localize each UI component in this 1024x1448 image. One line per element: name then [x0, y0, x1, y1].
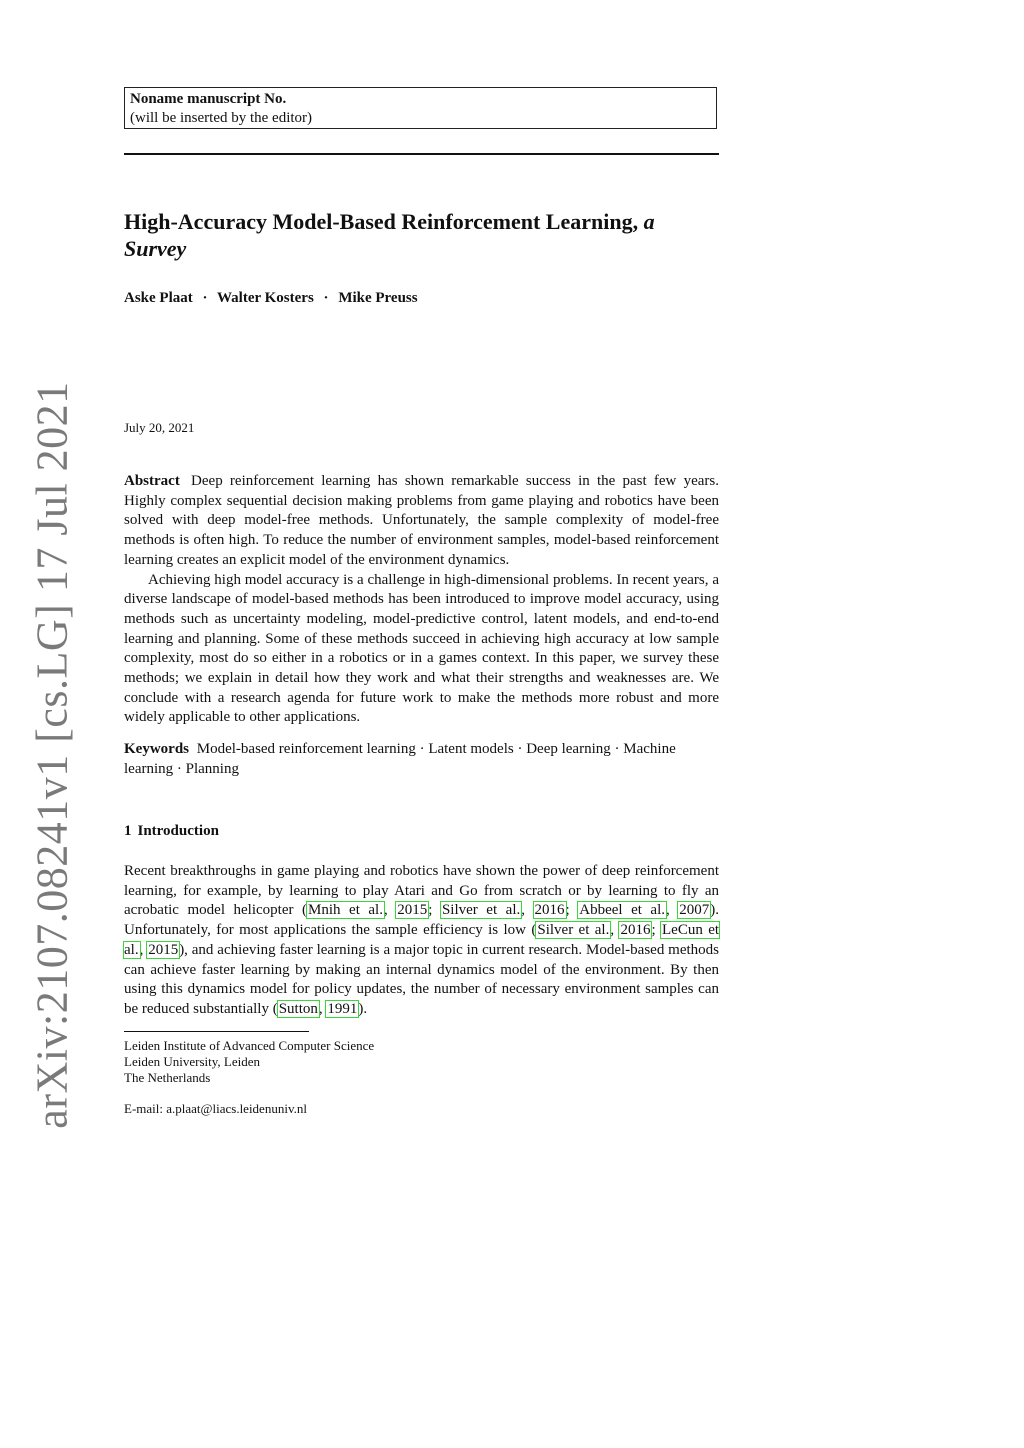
manuscript-number-label: Noname manuscript No. [130, 91, 287, 107]
intro-text: ; [565, 902, 579, 919]
footnote-rule [124, 1031, 309, 1032]
author-name: Mike Preuss [338, 290, 418, 306]
citation-link[interactable]: 2016 [620, 922, 651, 939]
paper-date: July 20, 2021 [124, 420, 195, 435]
author-list [124, 290, 719, 307]
citation-link[interactable]: Silver et al. [537, 922, 610, 939]
intro-text: ). Unfortunately, for most applications the sample efficiency is low ( [124, 902, 720, 939]
abstract-paragraph-2: Achieving high model accuracy is a challenge in high-dimensional problems. In recent years, a diverse landscape of model-based methods has been introduced to improve model accuracy, using methods such as uncertainty modeling, model-predictive control, latent models, and end-to-end learning and planning. Some of these methods succeed in achieving high accuracy at low sample complexity, most do so either in a robotics or in a games context. In this paper, we survey these methods; we explain in detail how they work and what their strengths and weaknesses are. We conclude with a research agenda for future work to make the methods more robust and more widely applicable to other applications. [124, 571, 719, 726]
affiliation-line: The Netherlands [124, 1070, 211, 1085]
intro-text: Recent breakthroughs in game playing and robotics have shown the power of deep reinforcement learning, for example, by learning to play Atari and Go from scratch or by learning to fly an acrobatic model helicopter ( [124, 863, 719, 919]
citation-link[interactable]: 2015 [148, 941, 179, 958]
introduction-body [124, 862, 719, 1020]
citation-link[interactable]: Silver et al. [441, 902, 521, 919]
intro-paragraph [124, 862, 719, 1020]
section-heading [124, 823, 719, 840]
citation-separator: , [521, 902, 534, 919]
citation-separator: , [318, 1000, 327, 1017]
citation-link[interactable]: 2015 [397, 902, 428, 919]
title-italic-a: a [643, 209, 655, 234]
citation-separator: , [610, 922, 620, 939]
abstract-paragraph-1 [124, 472, 719, 571]
author-separator: · [323, 290, 329, 306]
title-main: High-Accuracy Model-Based Reinforcement Learning, [124, 209, 639, 234]
abstract-label: Abstract [124, 473, 180, 489]
intro-text: ), and achieving faster learning is a major topic in current research. Model-based methods can achieve faster learning by making an internal dynamics model of the environment. By then using this dynamics model for policy updates, the number of necessary environment samples can be reduced substantially ( [124, 941, 719, 1017]
arxiv-stamp: arXiv:2107.08241v1 [cs.LG] 17 Jul 2021 [27, 381, 77, 1129]
title-italic-survey: Survey [124, 236, 187, 261]
author-name: Walter Kosters [217, 290, 314, 306]
affiliation-line: Leiden University, Leiden [124, 1054, 260, 1069]
citation-link[interactable]: Abbeel et al. [579, 902, 666, 919]
keywords-text: Model-based reinforcement learning · Latent models · Deep learning · Machine learning · Planning [124, 741, 676, 777]
citation-link[interactable]: 2007 [679, 902, 710, 919]
citation-separator: , [666, 902, 679, 919]
intro-text: ). [358, 1000, 368, 1017]
intro-text: ; [428, 902, 441, 919]
affiliation [124, 1038, 719, 1086]
affiliation-line: Leiden Institute of Advanced Computer Science [124, 1038, 375, 1053]
editor-note: (will be inserted by the editor) [130, 110, 313, 126]
keywords [124, 740, 719, 779]
author-separator: · [202, 290, 208, 306]
paper-title [124, 208, 719, 262]
citation-link[interactable]: 2016 [534, 902, 565, 919]
citation-separator: , [383, 902, 397, 919]
citation-separator: , [139, 941, 148, 958]
contact-email: E-mail: a.plaat@liacs.leidenuniv.nl [124, 1101, 307, 1116]
section-number: 1 [124, 823, 132, 839]
manuscript-header-box [124, 87, 717, 129]
citation-link[interactable]: Mnih et al. [308, 902, 383, 919]
header-rule [124, 153, 719, 155]
citation-link[interactable]: LeCun et al. [124, 922, 720, 958]
abstract [124, 472, 719, 728]
keywords-label: Keywords [124, 741, 189, 757]
abstract-text-1: Deep reinforcement learning has shown remarkable success in the past few years. Highly complex sequential decision making problems from game playing and robotics have been solved with deep model-free methods. Unfortunately, the sample complexity of model-free methods is often high. To reduce the number of environment samples, model-based reinforcement learning creates an explicit model of the environment dynamics. [124, 473, 719, 568]
author-name: Aske Plaat [124, 290, 193, 306]
citation-link[interactable]: 1991 [327, 1000, 358, 1017]
citation-link[interactable]: Sutton [278, 1000, 318, 1017]
intro-text: ; [651, 922, 661, 939]
section-title: Introduction [137, 823, 219, 839]
